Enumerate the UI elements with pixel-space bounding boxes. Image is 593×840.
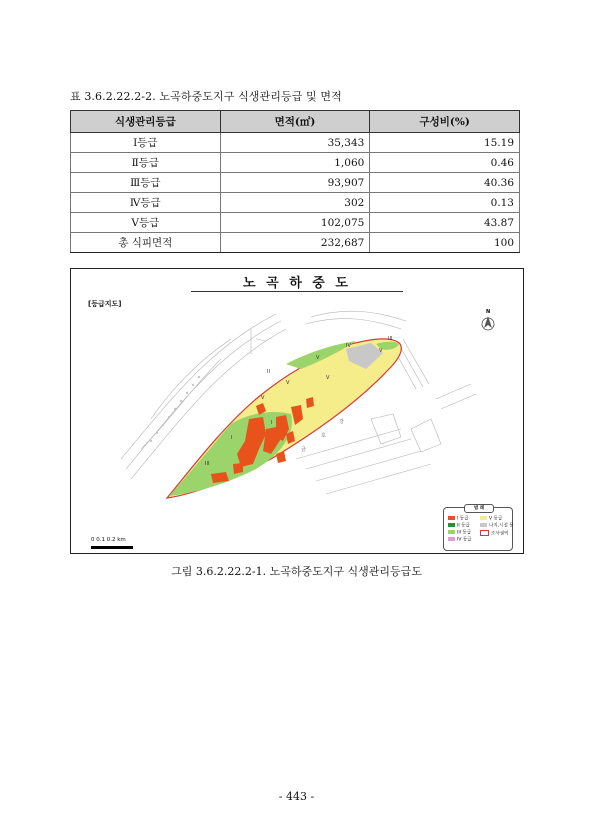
legend-item: 나지,시설 등 xyxy=(480,523,514,529)
map-legend xyxy=(443,507,513,551)
vegetation-grade-table xyxy=(70,110,520,253)
zone-label-g3: III xyxy=(205,461,210,467)
area-cell: 102,075 xyxy=(220,213,370,233)
area-cell: 302 xyxy=(220,193,370,213)
grade-cell: Ⅰ등급 xyxy=(71,133,221,153)
legend-item: IV 등급 xyxy=(448,537,472,543)
zone-label-g3b: III xyxy=(388,336,393,342)
zone-label-g5: V xyxy=(286,380,290,386)
grade-cell: Ⅲ등급 xyxy=(71,173,221,193)
table-caption: 표 3.6.2.22.2-2. 노곡하중도지구 식생관리등급 및 면적 xyxy=(70,90,342,103)
north-arrow-icon xyxy=(482,309,494,330)
zone-label-g4: IV xyxy=(346,343,351,349)
river-char-2: 호 xyxy=(321,433,326,439)
legend-item: V 등급 xyxy=(480,516,502,522)
header-grade: 식생관리등급 xyxy=(71,111,221,133)
grade-3-zone xyxy=(169,412,292,496)
river-char-3: 강 xyxy=(339,419,344,425)
map-title: 노 곡 하 중 도 xyxy=(243,276,351,291)
legend-item: I 등급 xyxy=(448,516,468,522)
legend-title: 범 례 xyxy=(464,504,494,513)
table-row xyxy=(71,133,520,153)
page-number: - 443 - xyxy=(278,790,315,803)
table-row xyxy=(71,173,520,193)
legend-item: III 등급 xyxy=(448,530,471,536)
header-area: 면적(㎡) xyxy=(220,111,370,133)
river-char-1: 금 xyxy=(301,447,306,453)
zone-label-g5e: V xyxy=(379,348,383,354)
ratio-cell: 0.13 xyxy=(370,193,520,213)
map-tag: [등급지도] xyxy=(88,300,122,308)
scale-bar xyxy=(91,546,133,549)
zone-label-g5c: V xyxy=(316,355,320,361)
zone-label-g5b: V xyxy=(326,375,330,381)
table-row xyxy=(71,193,520,213)
ratio-cell: 43.87 xyxy=(370,213,520,233)
scale-label: 0 0.1 0.2 km xyxy=(91,537,126,543)
zone-label-g1: I xyxy=(231,435,233,441)
legend-item: 조사권역 xyxy=(480,530,508,536)
area-cell: 232,687 xyxy=(220,233,370,253)
area-cell: 1,060 xyxy=(220,153,370,173)
ratio-cell: 40.36 xyxy=(370,173,520,193)
grade-cell: Ⅴ등급 xyxy=(71,213,221,233)
area-cell: 93,907 xyxy=(220,173,370,193)
north-label: N xyxy=(486,309,491,315)
grade-cell: Ⅱ등급 xyxy=(71,153,221,173)
ratio-cell: 0.46 xyxy=(370,153,520,173)
ratio-cell: 100 xyxy=(370,233,520,253)
legend-item: II 등급 xyxy=(448,523,470,529)
table-row xyxy=(71,153,520,173)
grade-cell: 총 식피면적 xyxy=(71,233,221,253)
area-cell: 35,343 xyxy=(220,133,370,153)
zone-label-g1b: I xyxy=(271,420,273,426)
grade-cell: Ⅳ등급 xyxy=(71,193,221,213)
zone-label-g5d: V xyxy=(261,395,265,401)
header-ratio: 구성비(%) xyxy=(370,111,520,133)
ratio-cell: 15.19 xyxy=(370,133,520,153)
table-row xyxy=(71,213,520,233)
table-total-row xyxy=(71,233,520,253)
grade-map-figure xyxy=(70,268,524,554)
zone-label-g2: II xyxy=(267,369,270,375)
terrain-dots xyxy=(150,376,200,442)
table-header-row xyxy=(71,111,520,133)
figure-caption: 그림 3.6.2.22.2-1. 노곡하중도지구 식생관리등급도 xyxy=(171,565,422,578)
